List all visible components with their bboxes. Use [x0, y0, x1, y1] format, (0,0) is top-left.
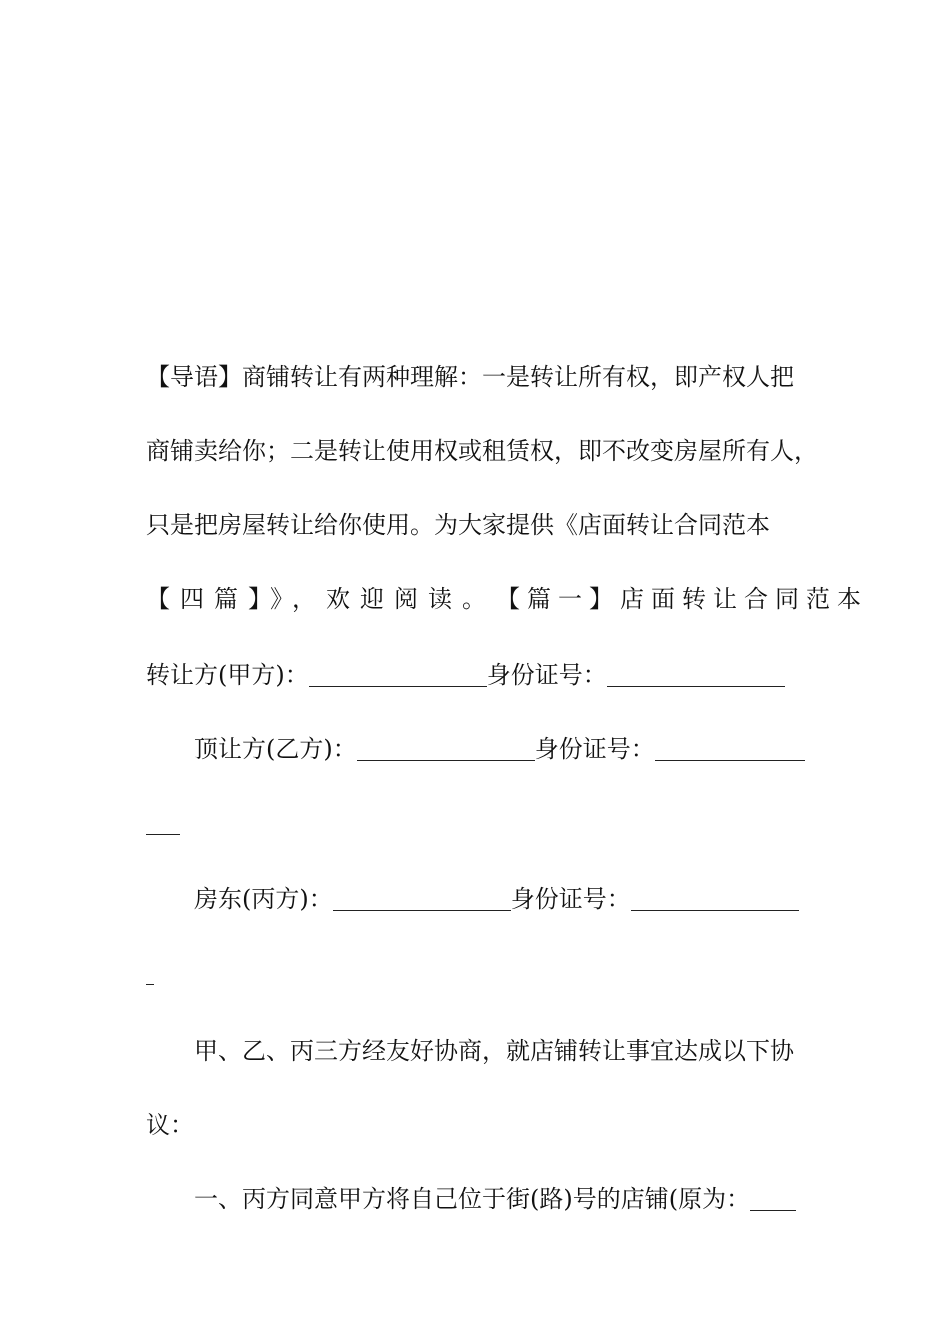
- transferee-id-blank-continued: [146, 834, 180, 835]
- landlord-id-blank: [631, 886, 799, 911]
- transferee-name-blank: [357, 736, 535, 761]
- paragraph-1-line-1: 甲、乙、丙三方经友好协商，就店铺转让事宜达成以下协: [194, 1037, 794, 1065]
- landlord-line: [194, 882, 806, 916]
- transferee-id-blank: [655, 736, 805, 761]
- transferee-label: 顶让方(乙方)：: [194, 735, 357, 763]
- landlord-id-blank-continued: [146, 984, 154, 985]
- intro-line-4-part2: 欢迎阅读。: [326, 585, 496, 613]
- landlord-label: 房东(丙方)：: [194, 885, 333, 913]
- intro-line-3: 只是把房屋转让给你使用。为大家提供《店面转让合同范本: [146, 511, 770, 539]
- transferor-id-label: 身份证号：: [486, 661, 607, 689]
- intro-line-4-part1: 【四篇】》，: [146, 585, 326, 613]
- clause-1-blank: [750, 1186, 796, 1211]
- clause-1-text: 一、丙方同意甲方将自己位于街(路)号的店铺(原为：: [194, 1185, 751, 1213]
- paragraph-1-line-2: 议：: [146, 1111, 194, 1139]
- transferor-id-blank: [607, 662, 785, 687]
- intro-line-1: 【导语】商铺转让有两种理解：一是转让所有权，即产权人把: [146, 363, 794, 391]
- transferor-label: 转让方(甲方)：: [146, 661, 309, 689]
- intro-line-4: [146, 582, 868, 616]
- transferor-name-blank: [309, 662, 487, 687]
- transferor-line: [146, 658, 806, 692]
- intro-line-4-part3: 【篇一】店面转让合同范本: [496, 585, 868, 613]
- transferee-id-label: 身份证号：: [534, 735, 655, 763]
- intro-line-2: 商铺卖给你；二是转让使用权或租赁权，即不改变房屋所有人，: [146, 437, 818, 465]
- transferee-line: [194, 732, 806, 766]
- clause-1-line-1: [194, 1182, 806, 1216]
- landlord-id-label: 身份证号：: [510, 885, 631, 913]
- landlord-name-blank: [333, 886, 511, 911]
